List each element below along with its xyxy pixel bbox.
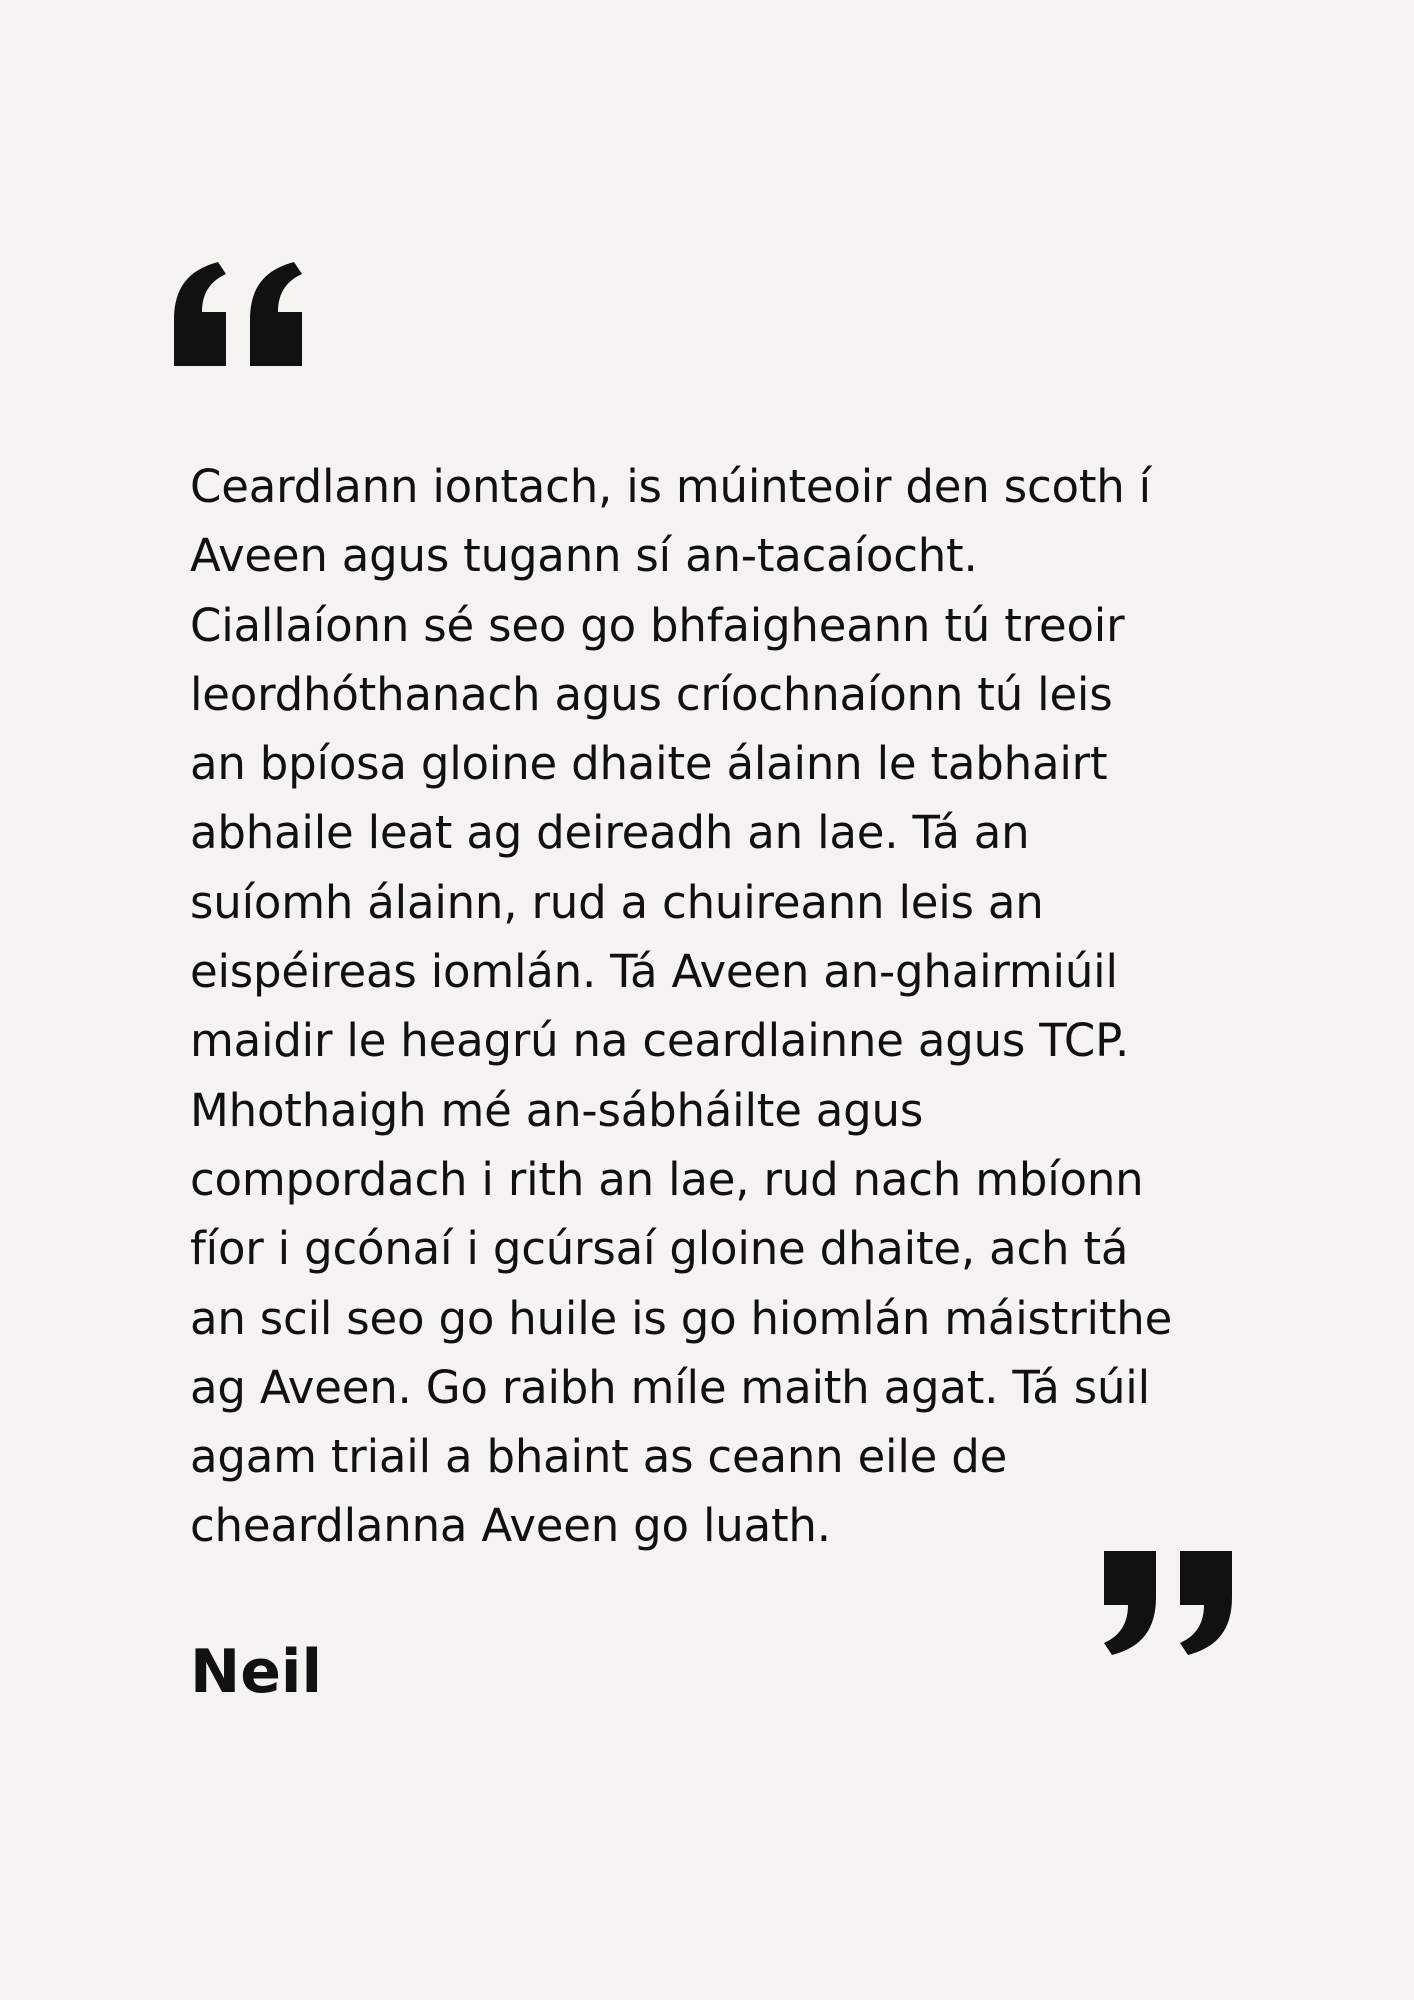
testimonial-text [190, 452, 1270, 1561]
quote-line: ag Aveen. Go raibh míle maith agat. Tá súil [190, 1360, 1150, 1414]
quote-line: maidir le heagrú na ceardlainne agus TCP. [190, 1014, 1130, 1068]
quote-line: Ceardlann iontach, is múinteoir den scoth í [190, 460, 1151, 513]
quote-line: cheardlanna Aveen go luath. [190, 1499, 831, 1553]
quote-line: suíomh álainn, rud a chuireann leis an [190, 875, 1044, 929]
quote-line: fíor i gcónaí i gcúrsaí gloine dhaite, ach tá [190, 1222, 1129, 1276]
quote-line: agam triail a bhaint as ceann eile de [190, 1430, 1008, 1484]
quote-line: leordhóthanach agus críochnaíonn tú leis [190, 667, 1113, 721]
quote-line: Ciallaíonn sé seo go bhfaigheann tú treoir [190, 598, 1125, 652]
quote-line: Aveen agus tugann sí an-tacaíocht. [190, 529, 978, 583]
quote-line: compordach i rith an lae, rud nach mbíonn [190, 1152, 1144, 1206]
quote-line: Mhothaigh mé an-sábháilte agus [190, 1083, 924, 1137]
quote-line: abhaile leat ag deireadh an lae. Tá an [190, 806, 1030, 860]
quote-line: an bpíosa gloine dhaite álainn le tabhairt [190, 737, 1108, 791]
quote-line: an scil seo go huile is go hiomlán máistrithe [190, 1291, 1173, 1345]
quote-open-icon [174, 262, 310, 366]
quote-close-icon [1104, 1551, 1240, 1655]
author-name: Neil [190, 1637, 323, 1707]
quote-line: eispéireas iomlán. Tá Aveen an-ghairmiúil [190, 945, 1118, 999]
